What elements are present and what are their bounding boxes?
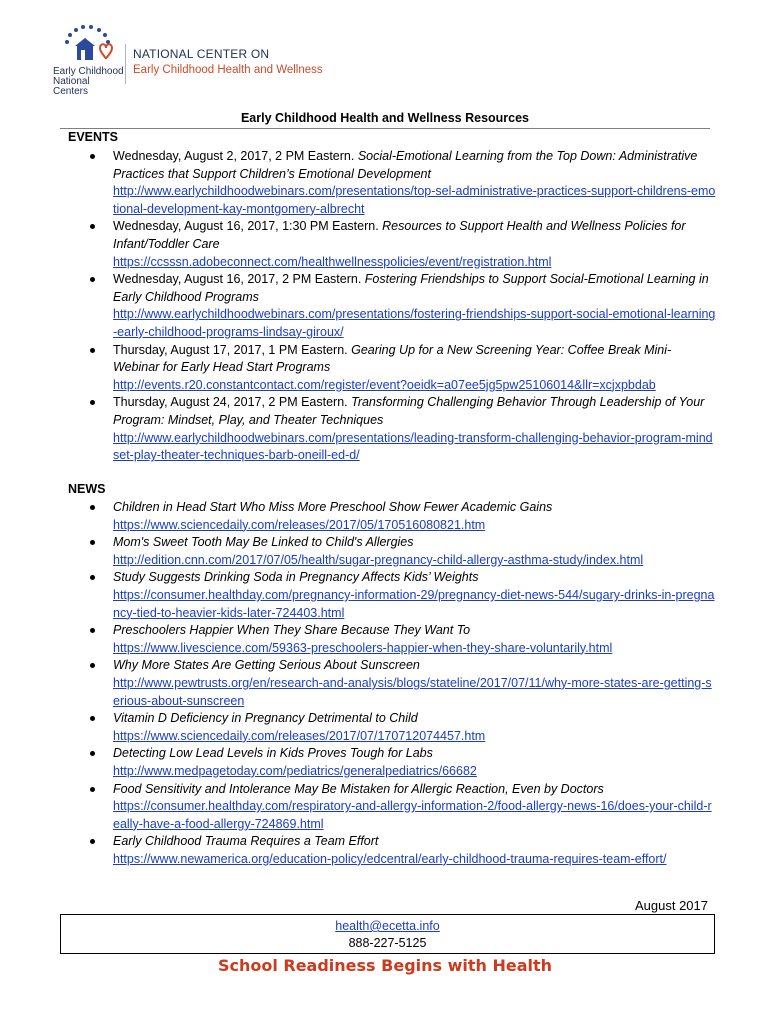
event-item	[0, 218, 770, 271]
news-link[interactable]: https://www.livescience.com/59363-preschoolers-happier-when-they-share-voluntarily.html	[113, 640, 613, 655]
event-item	[0, 271, 770, 341]
news-title: Study Suggests Drinking Soda in Pregnancy Affects Kids’ Weights	[113, 570, 479, 585]
news-title: Vitamin D Deficiency in Pregnancy Detrimental to Child	[113, 711, 418, 726]
event-date: Wednesday, August 2, 2017, 2 PM Eastern.	[113, 149, 358, 163]
contact-box	[60, 914, 715, 954]
event-title: Transforming Challenging Behavior Through Leadership of Your Program: Mindset, Play, and Theater Techniques	[113, 395, 705, 427]
logo-divider	[125, 44, 126, 84]
event-date: Wednesday, August 16, 2017, 1:30 PM Eastern.	[113, 219, 383, 234]
document-title: Early Childhood Health and Wellness Resources	[240, 111, 530, 125]
news-link[interactable]: https://www.newamerica.org/education-policy/edcentral/early-childhood-trauma-requires-team-effort/	[113, 851, 667, 866]
news-item	[0, 833, 770, 868]
event-date: Thursday, August 24, 2017, 2 PM Eastern.	[113, 395, 352, 410]
news-heading: NEWS	[68, 482, 106, 496]
org-left-line1: Early Childhood	[53, 66, 124, 77]
event-link[interactable]: http://www.earlychildhoodwebinars.com/presentations/top-sel-administrative-practices-support-childrens-emotional-development-kay-montgomery-albrecht	[113, 184, 716, 216]
news-item	[0, 569, 770, 622]
phone-number: 888-227-5125	[348, 936, 427, 950]
news-link[interactable]: http://www.pewtrusts.org/en/research-and-analysis/blogs/stateline/2017/07/11/why-more-states-are-getting-serious-about-sunscreen	[113, 675, 712, 708]
org-right-label	[133, 46, 323, 78]
event-title: Social-Emotional Learning from the Top Down: Administrative Practices that Support Children’s Emotional Development	[113, 149, 698, 181]
event-title: Resources to Support Health and Wellness Policies for Infant/Toddler Care	[113, 219, 686, 251]
news-item	[0, 499, 770, 534]
issue-date: August 2017	[634, 898, 708, 913]
news-link[interactable]: https://www.sciencedaily.com/releases/2017/07/170712074457.htm	[113, 728, 486, 743]
event-title: Fostering Friendships to Support Social-Emotional Learning in Early Childhood Programs	[113, 272, 709, 304]
org-right-line2: Early Childhood Health and Wellness	[133, 64, 323, 76]
news-title: Children in Head Start Who Miss More Preschool Show Fewer Academic Gains	[113, 500, 553, 514]
news-link[interactable]: http://edition.cnn.com/2017/07/05/health/sugar-pregnancy-child-allergy-asthma-study/index.html	[113, 552, 644, 567]
news-item	[0, 781, 770, 834]
event-item	[0, 148, 770, 218]
news-item	[0, 745, 770, 780]
event-date: Wednesday, August 16, 2017, 2 PM Eastern.	[113, 272, 365, 287]
logo-emblem	[53, 22, 125, 66]
heart-icon	[100, 44, 112, 59]
event-link[interactable]: http://www.earlychildhoodwebinars.com/presentations/fostering-friendships-support-social-emotional-learning-early-childhood-programs-lindsay-giroux/	[113, 307, 716, 339]
org-right-line1: NATIONAL CENTER ON	[133, 47, 270, 61]
event-link[interactable]: http://www.earlychildhoodwebinars.com/presentations/leading-transform-challenging-behavior-program-mindset-play-theater-techniques-barb-oneill-ed-d/	[113, 430, 713, 463]
news-item	[0, 534, 770, 569]
news-link[interactable]: https://consumer.healthday.com/pregnancy-information-29/pregnancy-diet-news-544/sugary-drinks-in-pregnancy-tied-to-heavier-kids-later-724403.html	[113, 587, 715, 620]
event-link[interactable]: http://events.r20.constantcontact.com/register/event?oeidk=a07ee5jg5pw25106014&llr=xcjxpbdab	[113, 377, 656, 392]
house-icon	[75, 38, 95, 60]
news-link[interactable]: http://www.medpagetoday.com/pediatrics/generalpediatrics/66682	[113, 763, 477, 778]
header-logo	[53, 22, 323, 97]
news-title: Detecting Low Lead Levels in Kids Proves Tough for Labs	[113, 746, 433, 761]
org-left-label	[53, 67, 125, 97]
news-title: Food Sensitivity and Intolerance May Be Mistaken for Allergic Reaction, Even by Doctors	[113, 781, 604, 796]
news-item	[0, 622, 770, 657]
event-item	[0, 394, 770, 464]
email-link[interactable]: health@ecetta.info	[335, 919, 440, 933]
news-title: Why More States Are Getting Serious About Sunscreen	[113, 658, 420, 673]
news-title: Preschoolers Happier When They Share Because They Want To	[113, 623, 471, 638]
events-heading: EVENTS	[68, 130, 119, 144]
event-link[interactable]: https://ccsssn.adobeconnect.com/healthwellnesspolicies/event/registration.html	[113, 254, 552, 269]
news-title: Mom's Sweet Tooth May Be Linked to Child's Allergies	[113, 535, 414, 550]
news-list	[0, 499, 770, 868]
news-item	[0, 657, 770, 710]
news-item	[0, 710, 770, 745]
org-left-line2: National Centers	[53, 76, 90, 97]
event-item	[0, 342, 770, 395]
news-title: Early Childhood Trauma Requires a Team Effort	[113, 834, 379, 849]
event-title: Gearing Up for a New Screening Year: Coffee Break Mini-Webinar for Early Head Start Programs	[113, 342, 672, 375]
event-date: Thursday, August 17, 2017, 1 PM Eastern.	[113, 342, 352, 357]
news-link[interactable]: https://consumer.healthday.com/respiratory-and-allergy-information-2/food-allergy-news-16/does-your-child-really-have-a-food-allergy-724869.html	[113, 799, 712, 831]
title-rule	[60, 128, 710, 129]
events-list	[0, 148, 770, 465]
slogan: School Readiness Begins with Health	[217, 956, 553, 975]
news-link[interactable]: https://www.sciencedaily.com/releases/2017/05/170516080821.htm	[113, 517, 486, 532]
